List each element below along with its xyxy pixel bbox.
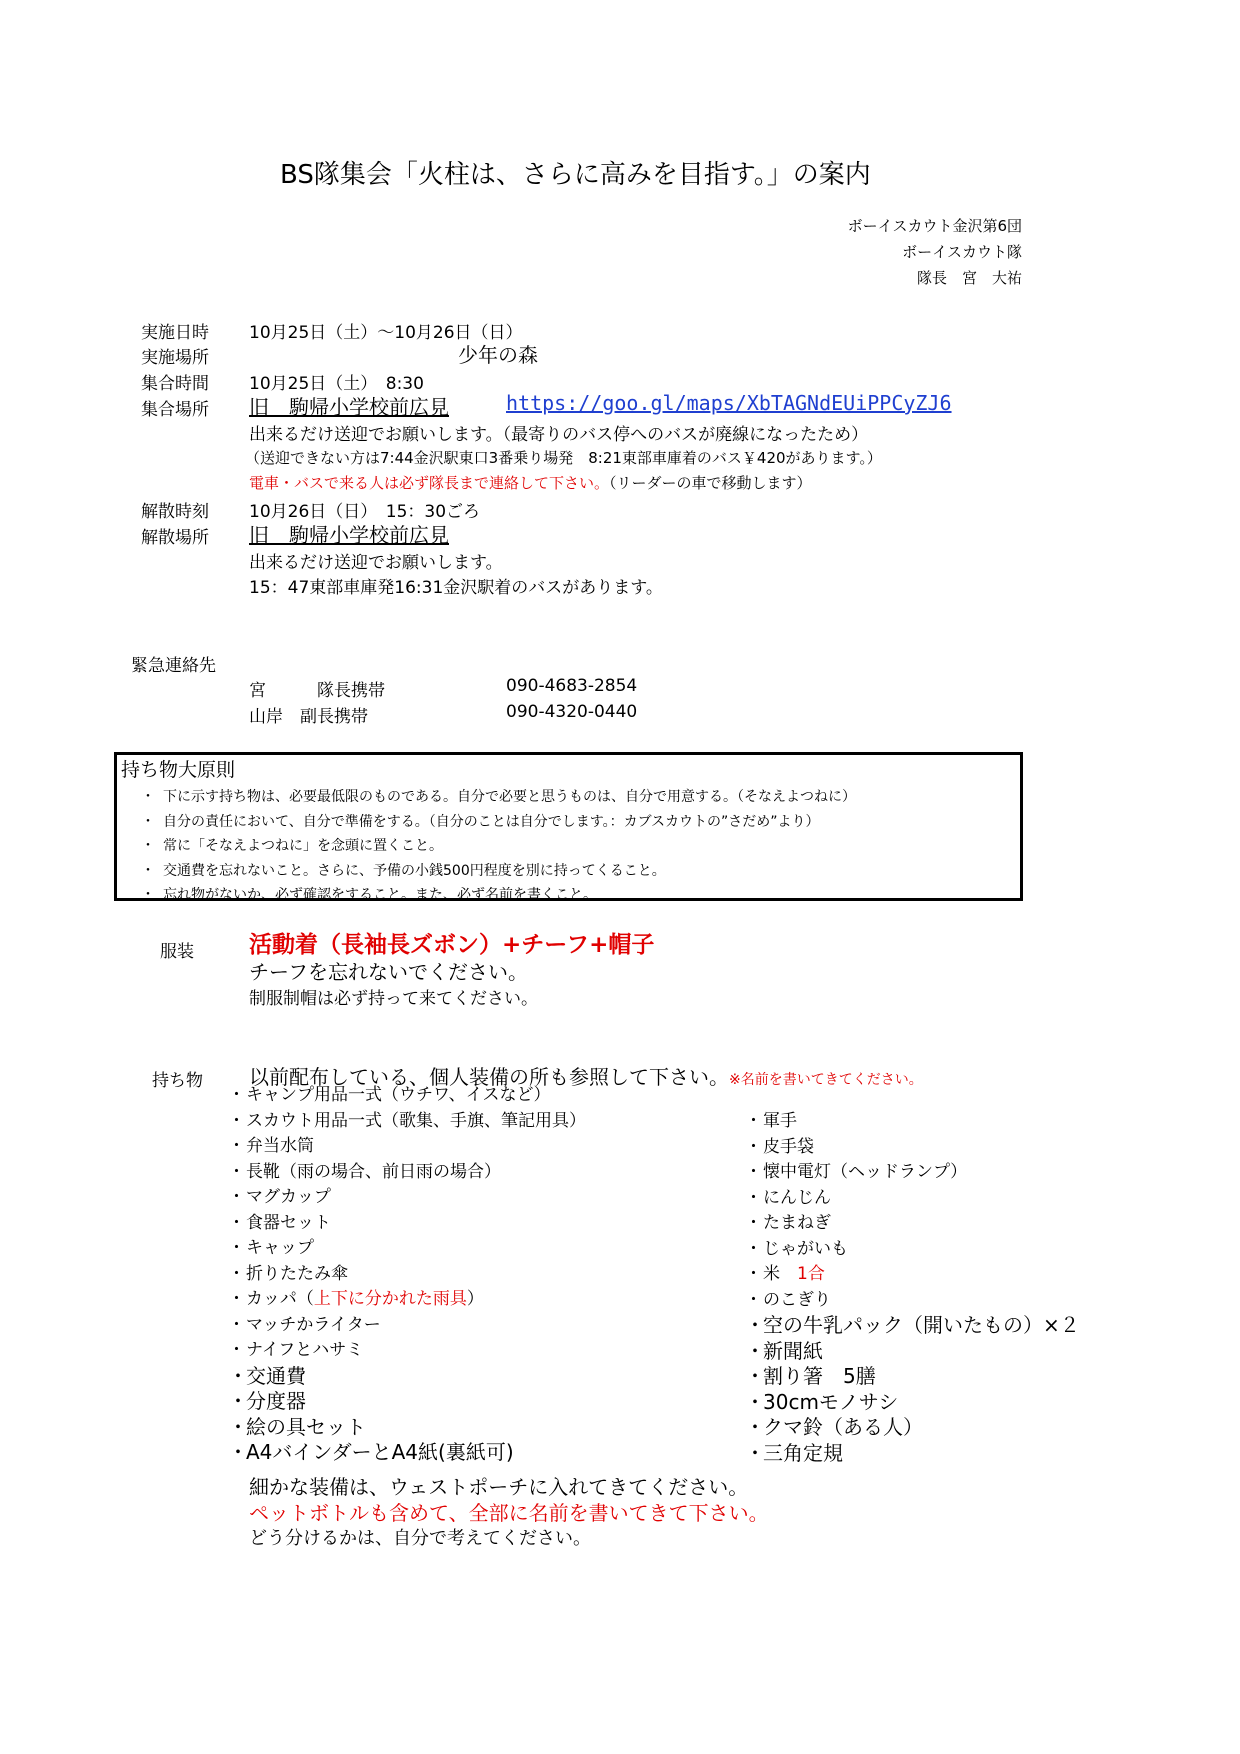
dismiss-note-1: 出来るだけ送迎でお願いします。 (249, 553, 503, 573)
contact-1-name: 宮 隊長携帯 (249, 681, 385, 701)
meet-time-value: 10月25日（土） 8:30 (249, 374, 424, 394)
list-item: ・ナイフとハサミ (228, 1340, 364, 1360)
contact-2-name: 山岸 副長携帯 (249, 707, 368, 727)
list-item: ・のこぎり (745, 1289, 831, 1310)
list-item: ・交通費 (228, 1363, 306, 1388)
belongings-intro: 以前配布している、個人装備の所も参照して下さい。※名前を書いてきてください。 (249, 1065, 923, 1089)
list-item: ・弁当水筒 (228, 1136, 314, 1156)
principle-item: ・ 下に示す持ち物は、必要最低限のものである。自分で必要と思うものは、自分で用意する。（そなえよつねに） (141, 789, 856, 805)
clothing-note-1: チーフを忘れないでください。 (249, 960, 528, 984)
list-item: ・キャップ (228, 1238, 314, 1258)
list-item: ・にんじん (745, 1187, 831, 1208)
meet-place-value: 旧 駒帰小学校前広見 (249, 395, 449, 419)
list-item: ・空の牛乳パック（開いたもの）×２ (745, 1313, 1080, 1337)
list-item: ・長靴（雨の場合、前日雨の場合） (228, 1161, 501, 1182)
list-item: ・キャンプ用品一式（ウチワ、イスなど） (228, 1085, 551, 1105)
list-item: ・皮手袋 (745, 1136, 814, 1157)
list-item: ・分度器 (228, 1389, 306, 1413)
clothing-main: 活動着（長袖長ズボン）+チーフ+帽子 (249, 932, 655, 958)
list-item: ・折りたたみ傘 (228, 1263, 348, 1284)
dismiss-time-label: 解散時刻 (141, 502, 209, 522)
clothing-label: 服装 (160, 942, 194, 962)
meet-note-3 (249, 472, 812, 493)
meet-note-3-black: （リーダーの車で移動します） (609, 474, 812, 492)
dismiss-time-value: 10月26日（日） 15：30ごろ (249, 502, 481, 522)
belongings-intro-red: ※名前を書いてきてください。 (729, 1072, 923, 1088)
list-item: ・マグカップ (228, 1187, 331, 1207)
date-value: 10月25日（土）～10月26日（日） (249, 323, 523, 343)
organization-leader: 隊長 宮 大祐 (916, 269, 1022, 287)
list-item: ・カッパ（上下に分かれた雨具） (228, 1289, 484, 1309)
list-item: ・軍手 (745, 1111, 797, 1131)
list-item: ・たまねぎ (745, 1213, 831, 1233)
belongings-footer-1: 細かな装備は、ウェストポーチに入れてきてください。 (249, 1475, 749, 1499)
meet-note-2: （送迎できない方は7:44金沢駅東口3番乗り場発 8:21東部車庫着のバス￥420があります。） (245, 449, 882, 467)
contact-2-phone: 090-4320-0440 (506, 702, 638, 722)
list-item: ・三角定規 (745, 1440, 843, 1465)
organization-group: ボーイスカウト金沢第6団 (847, 217, 1022, 235)
belongings-label: 持ち物 (152, 1071, 203, 1091)
list-item: ・絵の具セット (228, 1414, 366, 1439)
page-title: BS隊集会「火柱は、さらに高みを目指す。」の案内 (280, 160, 871, 190)
principle-item: ・ 忘れ物がないか、必ず確認をすること。また、必ず名前を書くこと。 (141, 887, 597, 903)
meet-note-3-red: 電車・バスで来る人は必ず隊長まで連絡して下さい。 (249, 474, 610, 492)
meet-time-label: 集合時間 (141, 374, 209, 394)
date-label: 実施日時 (141, 323, 209, 343)
belongings-left-list (228, 1083, 586, 1466)
list-item: ・割り箸 5膳 (745, 1364, 876, 1388)
principle-item: ・ 交通費を忘れないこと。さらに、予備の小銭500円程度を別に持ってくること。 (141, 862, 666, 879)
list-item: ・食器セット (228, 1212, 331, 1233)
belongings-right-list (745, 1109, 1080, 1466)
belongings-footer-3: どう分けるかは、自分で考えてください。 (249, 1528, 591, 1549)
list-item: ・クマ鈴（ある人） (745, 1415, 923, 1439)
list-item: ・スカウト用品一式（歌集、手旗、筆記用具） (228, 1110, 586, 1131)
clothing-note-2: 制服制帽は必ず持って来てください。 (249, 989, 538, 1009)
principles-box (114, 752, 1023, 901)
list-item: ・米 1合 (745, 1264, 825, 1284)
venue-label: 実施場所 (141, 348, 209, 368)
organization-troop: ボーイスカウト隊 (902, 243, 1022, 261)
meet-place-label: 集合場所 (141, 400, 209, 420)
list-item: ・30cmモノサシ (745, 1389, 899, 1414)
list-item: ・じゃがいも (745, 1238, 848, 1259)
dismiss-note-2: 15：47東部車庫発16:31金沢駅着のバスがあります。 (249, 578, 663, 598)
list-item: ・A4バインダーとA4紙(裏紙可) (228, 1440, 514, 1464)
principle-item: ・ 自分の責任において、自分で準備をする。（自分のことは自分でします。：カブスカウトの”さだめ”より） (141, 813, 820, 830)
belongings-footer-2: ペットボトルも含めて、全部に名前を書いてきて下さい。 (249, 1501, 769, 1525)
list-item: ・マッチかライター (228, 1314, 381, 1335)
map-link[interactable]: https://goo.gl/maps/XbTAGNdEUiPPCyZJ6 (506, 391, 952, 415)
principle-item: ・ 常に「そなえよつねに」を念頭に置くこと。 (141, 838, 443, 854)
contact-1-phone: 090-4683-2854 (506, 676, 638, 696)
dismiss-place-label: 解散場所 (141, 528, 209, 548)
emergency-label: 緊急連絡先 (131, 656, 216, 676)
list-item: ・新聞紙 (745, 1338, 823, 1363)
venue-value: 少年の森 (458, 343, 538, 367)
dismiss-place-value: 旧 駒帰小学校前広見 (249, 523, 449, 547)
meet-note-1: 出来るだけ送迎でお願いします。（最寄りのバス停へのバスが廃線になったため） (249, 425, 869, 445)
principles-heading: 持ち物大原則 (121, 759, 236, 781)
list-item: ・懐中電灯（ヘッドランプ） (745, 1162, 968, 1182)
principles-list (141, 785, 856, 908)
